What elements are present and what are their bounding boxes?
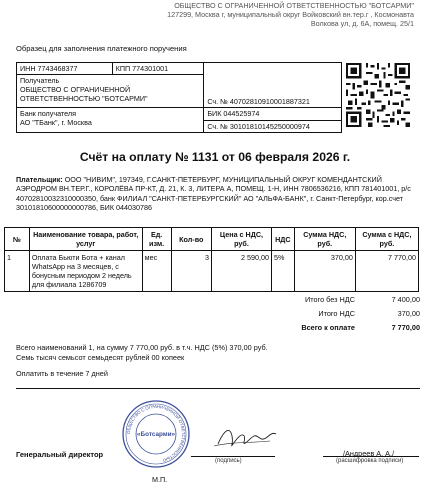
col-header-vat-sum: Сумма НДС, руб. (294, 228, 355, 251)
cell-vat: 5% (271, 251, 294, 292)
inn-value: ИНН 7743468377 (20, 64, 78, 73)
signature-caption: (подпись) (215, 458, 242, 464)
recipient-label: Получатель (20, 76, 60, 85)
cell-qty: 3 (171, 251, 211, 292)
signature-line (191, 456, 275, 457)
stamp-center-text: «Ботсарми» (136, 431, 176, 438)
corr-account-cell (204, 120, 342, 133)
payer-label: Плательщик: (16, 175, 63, 184)
cell-vat-sum: 370,00 (294, 251, 355, 292)
sample-title: Образец для заполнения платежного поручения (16, 44, 187, 53)
bank-name: АО "ТБанк", г. Москва (20, 118, 92, 127)
col-header-qty: Кол-во (171, 228, 211, 251)
bank-details-table (16, 62, 342, 133)
payment-term: Оплатить в течение 7 дней (16, 369, 108, 378)
name-caption: (расшифровка подписи) (336, 458, 404, 464)
qr-code-icon (346, 63, 410, 127)
sum-in-words (16, 343, 268, 362)
stamp-ring-text: ОБЩЕСТВО С ОГРАНИЧЕННОЙ ОТВЕТСТВЕННОСТЬЮ (125, 403, 187, 464)
recipient-name: ОБЩЕСТВО С ОГРАНИЧЕННОЙ ОТВЕТСТВЕННОСТЬЮ "БОТСАРМИ" (20, 85, 148, 103)
total-due-value: 7 770,00 (391, 322, 420, 332)
cell-price: 2 590,00 (211, 251, 271, 292)
account-value: Сч. № 40702810910001887321 (207, 97, 310, 106)
corr-account-value: Сч. № 30101810145250000974 (207, 121, 310, 131)
sum-summary-line: Всего наименований 1, на сумму 7 770,00 руб. в т.ч. НДС (5%) 370,00 руб. (16, 343, 268, 352)
signature-icon (210, 420, 280, 454)
seal-place: М.П. (152, 475, 168, 484)
total-without-vat-value: 7 400,00 (391, 294, 420, 304)
director-label: Генеральный директор (16, 450, 104, 459)
bank-cell (17, 108, 204, 133)
kpp-value: КПП 774301001 (115, 64, 169, 73)
cell-num: 1 (5, 251, 30, 292)
seller-address-2: Волкова ул, д. 6А, помещ. 25/1 (310, 18, 414, 28)
company-stamp-icon (121, 399, 191, 469)
table-row (5, 251, 419, 292)
total-vat-value: 370,00 (397, 308, 420, 318)
payer-block (16, 175, 414, 212)
seller-name: ОБЩЕСТВО С ОГРАНИЧЕННОЙ ОТВЕТСТВЕННОСТЬЮ "БОТСАРМИ" (174, 1, 414, 10)
total-vat-label: Итого НДС (318, 308, 355, 318)
total-due-row (260, 320, 420, 334)
sum-words-line: Семь тысяч семьсот семьдесят рублей 00 копеек (16, 352, 185, 362)
cell-unit: мес (142, 251, 171, 292)
col-header-name: Наименование товара, работ, услуг (29, 228, 142, 251)
col-header-price: Цена с НДС, руб. (211, 228, 271, 251)
bik-value: БИК 044525974 (207, 109, 260, 118)
name-line (323, 456, 419, 457)
col-header-unit: Ед. изм. (142, 228, 171, 251)
kpp-cell (112, 63, 204, 75)
total-without-vat-label: Итого без НДС (305, 294, 355, 304)
invoice-title: Счёт на оплату № 1131 от 06 февраля 2026 г. (79, 150, 351, 164)
col-header-num: № (5, 228, 30, 251)
total-vat-row (260, 306, 420, 320)
payer-text: ООО "НИВИМ", 197349, Г.САНКТ-ПЕТЕРБУРГ, МУНИЦИПАЛЬНЫЙ ОКРУГ КОМЕНДАНТСКИЙ АЭРОДРОМ ВН.ТЕР.Г., КОРОЛЁВА ПР-КТ, Д. 21, К. 3, ЛИТЕРА А, ПОМЕЩ. 1-Н, ИНН 7806536216, КПП 781401001, р/с 40702810032310000350, банк ФИЛИАЛ "САНКТ-ПЕТЕРБУРГСКИЙ" АО "АЛЬФА-БАНК", г. Санкт-Петербург, кор.счет 30101810600000000786, БИК 044030786 (16, 175, 411, 212)
total-due-label: Всего к оплате (301, 322, 355, 332)
seller-address-1: 127299, Москва г, муниципальный округ Войковский вн.тер.г , Космонавта (167, 9, 414, 19)
account-cell (204, 63, 342, 108)
cell-name: Оплата Бьюти Бота + канал WhatsApp на 3 месяцев, с бонусным периодом 2 недель для филиала 1286709 (29, 251, 142, 292)
director-name: /Андреев А. А./ (343, 449, 395, 458)
col-header-total: Сумма с НДС, руб. (355, 228, 418, 251)
divider (16, 388, 420, 389)
seller-header (74, 2, 414, 28)
col-header-vat: НДС (271, 228, 294, 251)
table-header-row (5, 228, 419, 251)
total-without-vat-row (260, 292, 420, 306)
items-table (4, 227, 419, 292)
inn-cell (17, 63, 113, 75)
recipient-cell (17, 75, 204, 108)
cell-total: 7 770,00 (355, 251, 418, 292)
bank-label: Банк получателя (20, 109, 76, 118)
bik-cell (204, 108, 342, 121)
totals-block (260, 292, 420, 334)
